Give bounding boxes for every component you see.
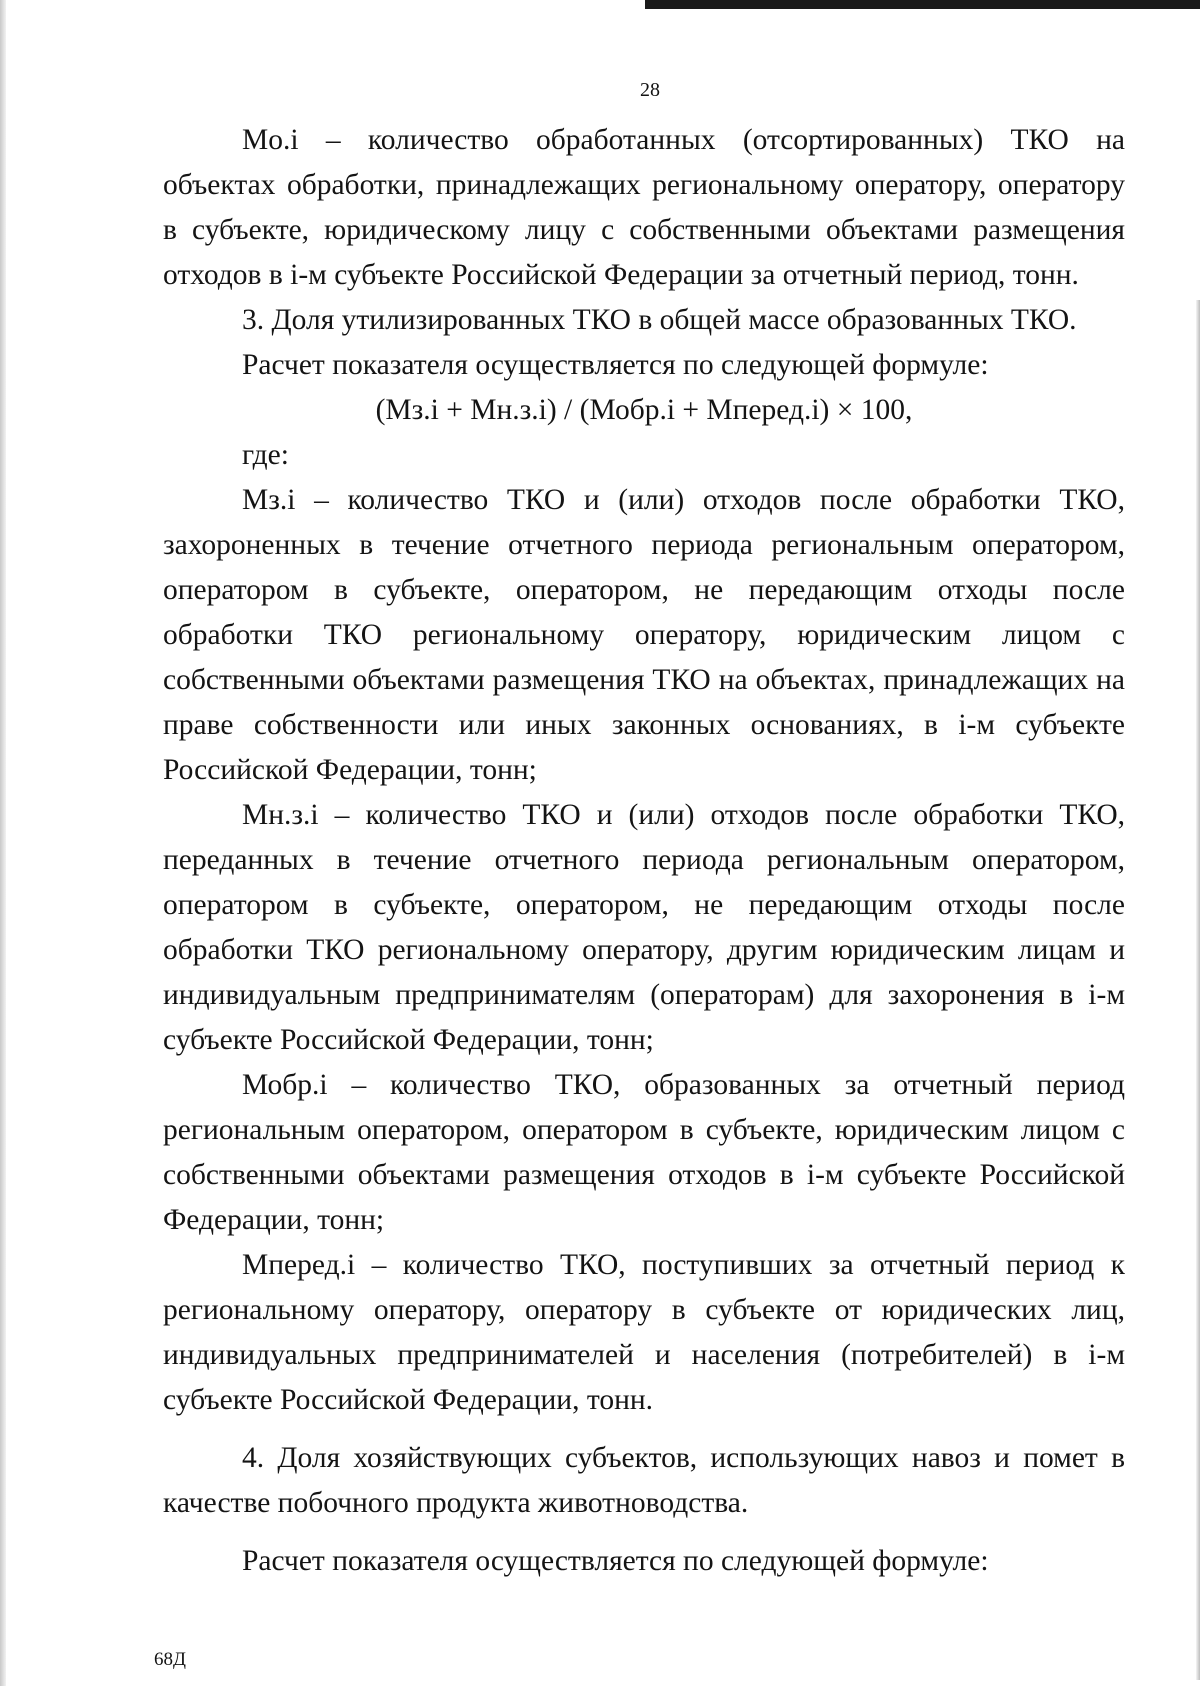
scan-top-bar bbox=[645, 0, 1200, 9]
paragraph-mobr-definition: Мобр.i – количество ТКО, образованных за отчетный период региональным оператором, оператором в субъекте, юридическим лицом с собственными объектами размещения отходов в i-м субъекте Российской Федерации, тонн; bbox=[163, 1069, 1125, 1236]
document-body bbox=[163, 118, 1125, 1584]
footer-code: 68Д bbox=[154, 1649, 186, 1670]
paragraph-section-4-heading: 4. Доля хозяйствующих субъектов, использующих навоз и помет в качестве побочного продукта животноводства. bbox=[163, 1442, 1125, 1519]
formula: (Мз.i + Мн.з.i) / (Мобр.i + Мперед.i) × 100, bbox=[375, 394, 913, 426]
scan-right-edge bbox=[1196, 300, 1200, 1680]
paragraph-section-3-heading: 3. Доля утилизированных ТКО в общей массе образованных ТКО. bbox=[242, 304, 1077, 336]
paragraph-formula-intro: Расчет показателя осуществляется по следующей формуле: bbox=[242, 349, 989, 381]
paragraph-formula-intro-2: Расчет показателя осуществляется по следующей формуле: bbox=[242, 1545, 989, 1577]
paragraph-mz-definition: Мз.i – количество ТКО и (или) отходов после обработки ТКО, захороненных в течение отчетного периода региональным оператором, оператором в субъекте, оператором, не передающим отходы после обработки ТКО региональному оператору, юридическим лицом с собственными объектами размещения ТКО на объектах, принадлежащих на праве собственности или иных законных основаниях, в i-м субъекте Российской Федерации, тонн; bbox=[163, 484, 1125, 786]
paragraph-where: где: bbox=[242, 439, 289, 471]
paragraph-mpered-definition: Мперед.i – количество ТКО, поступивших за отчетный период к региональному оператору, оператору в субъекте от юридических лиц, индивидуальных предпринимателей и населения (потребителей) в i-м субъекте Российской Федерации, тонн. bbox=[163, 1249, 1125, 1416]
paragraph-mnz-definition: Мн.з.i – количество ТКО и (или) отходов после обработки ТКО, переданных в течение отчетного периода региональным оператором, оператором в субъекте, оператором, не передающим отходы после обработки ТКО региональному оператору, другим юридическим лицам и индивидуальным предпринимателям (операторам) для захоронения в i-м субъекте Российской Федерации, тонн; bbox=[163, 799, 1125, 1056]
scan-left-edge bbox=[0, 0, 6, 1686]
paragraph-mo-definition: Mo.i – количество обработанных (отсортированных) ТКО на объектах обработки, принадлежащих региональному оператору, оператору в субъекте, юридическому лицу с собственными объектами размещения отходов в i-м субъекте Российской Федерации за отчетный период, тонн. bbox=[163, 124, 1125, 291]
page-number: 28 bbox=[640, 79, 660, 101]
